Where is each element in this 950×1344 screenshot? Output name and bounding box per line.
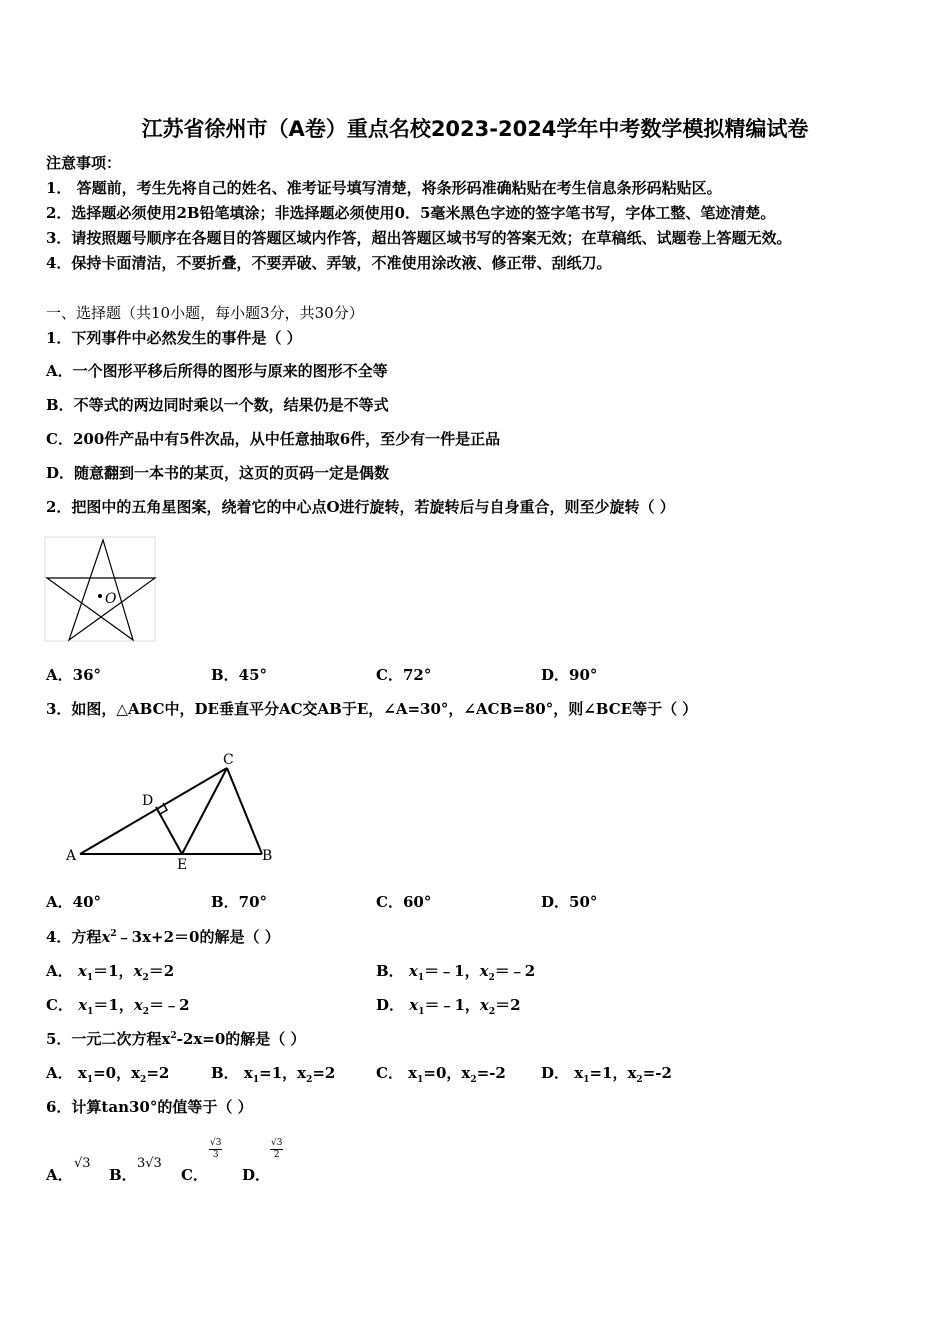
question-5-stem: 5．一元二次方程$x^2-2x=0$的解是（ ） bbox=[46, 1030, 306, 1048]
question-2-option-c: C．72° bbox=[376, 666, 432, 684]
vertex-label-d: D bbox=[142, 793, 154, 809]
vertex-label-b: B bbox=[262, 848, 273, 864]
question-6-option-c-fraction: $\frac{√3}{3}$ bbox=[210, 1138, 222, 1160]
question-6-option-a-label: A． bbox=[46, 1166, 73, 1184]
notice-heading: 注意事项： bbox=[46, 154, 122, 172]
question-3-option-d: D．50° bbox=[541, 893, 598, 911]
question-3-option-c: C．60° bbox=[376, 893, 432, 911]
question-3-stem: 3．如图，△ABC中，DE垂直平分AC交AB于E，∠A=30°，∠ACB=80°，则∠BCE等于（ ） bbox=[46, 700, 698, 718]
question-5-option-c: C． $x_1=0$，$x_2=-2$ bbox=[376, 1064, 506, 1085]
question-1-option-c: C．200件产品中有5件次品，从中任意抽取6件，至少有一件是正品 bbox=[46, 430, 501, 448]
question-5-option-a: A． $x_1=0$，$x_2=2$ bbox=[46, 1064, 170, 1085]
notice-item: 3．请按照题号顺序在各题目的答题区域内作答，超出答题区域书写的答案无效；在草稿纸、试题卷上答题无效。 bbox=[46, 229, 792, 247]
triangle-figure bbox=[66, 748, 286, 873]
question-2-option-a: A．36° bbox=[46, 666, 102, 684]
question-6-option-d-label: D． bbox=[242, 1166, 271, 1184]
question-6-option-c-label: C． bbox=[181, 1166, 208, 1184]
question-6-option-b-expr: 3√3 bbox=[137, 1156, 162, 1171]
question-4-stem: 4．方程$x^2﹣3x+2=0$的解是（ ） bbox=[46, 928, 280, 946]
section-heading: 一、选择题（共10小题，每小题3分，共30分） bbox=[46, 304, 364, 322]
question-1-option-a: A．一个图形平移后所得的图形与原来的图形不全等 bbox=[46, 362, 388, 380]
question-1-stem: 1．下列事件中必然发生的事件是（ ） bbox=[46, 329, 302, 347]
star-figure bbox=[44, 536, 158, 644]
question-2-option-d: D．90° bbox=[541, 666, 598, 684]
question-1-option-d: D．随意翻到一本书的某页，这页的页码一定是偶数 bbox=[46, 464, 390, 482]
question-6-option-b-label: B． bbox=[109, 1166, 137, 1184]
center-label: O bbox=[105, 591, 117, 607]
question-1-option-b: B．不等式的两边同时乘以一个数，结果仍是不等式 bbox=[46, 396, 389, 414]
vertex-label-a: A bbox=[66, 848, 77, 864]
question-6-option-d-fraction: $\frac{√3}{2}$ bbox=[271, 1138, 283, 1160]
notice-item: 1． 答题前，考生先将自己的姓名、准考证号填写清楚，将条形码准确粘贴在考生信息条形码粘贴区。 bbox=[46, 179, 722, 197]
question-5-option-b: B． $x_1=1$，$x_2=2$ bbox=[211, 1064, 336, 1085]
question-6-stem: 6．计算tan30°的值等于（ ） bbox=[46, 1098, 253, 1116]
question-4-option-d: D． $x_1=﹣1$，$x_2=2$ bbox=[376, 996, 521, 1017]
question-5-option-d: D． $x_1=1$，$x_2=-2$ bbox=[541, 1064, 672, 1085]
question-2-option-b: B．45° bbox=[211, 666, 268, 684]
question-4-option-b: B． $x_1=﹣1$，$x_2=﹣2$ bbox=[376, 962, 536, 983]
question-4-option-c: C． $x_1=1$，$x_2=﹣2$ bbox=[46, 996, 190, 1017]
page-title: 江苏省徐州市（A卷）重点名校2023-2024学年中考数学模拟精编试卷 bbox=[141, 117, 809, 141]
question-3-option-b: B．70° bbox=[211, 893, 268, 911]
vertex-label-e: E bbox=[177, 857, 188, 873]
vertex-label-c: C bbox=[223, 752, 234, 768]
question-4-option-a: A． $x_1=1$，$x_2=2$ bbox=[46, 962, 175, 983]
notice-item: 4．保持卡面清洁，不要折叠，不要弄破、弄皱，不准使用涂改液、修正带、刮纸刀。 bbox=[46, 254, 612, 272]
question-2-stem: 2．把图中的五角星图案，绕着它的中心点O进行旋转，若旋转后与自身重合，则至少旋转（ ） bbox=[46, 498, 675, 516]
question-6-option-a-expr: √3 bbox=[74, 1156, 91, 1171]
notice-item: 2．选择题必须使用2B铅笔填涂；非选择题必须使用0．5毫米黑色字迹的签字笔书写，字体工整、笔迹清楚。 bbox=[46, 204, 776, 222]
question-3-option-a: A．40° bbox=[46, 893, 102, 911]
